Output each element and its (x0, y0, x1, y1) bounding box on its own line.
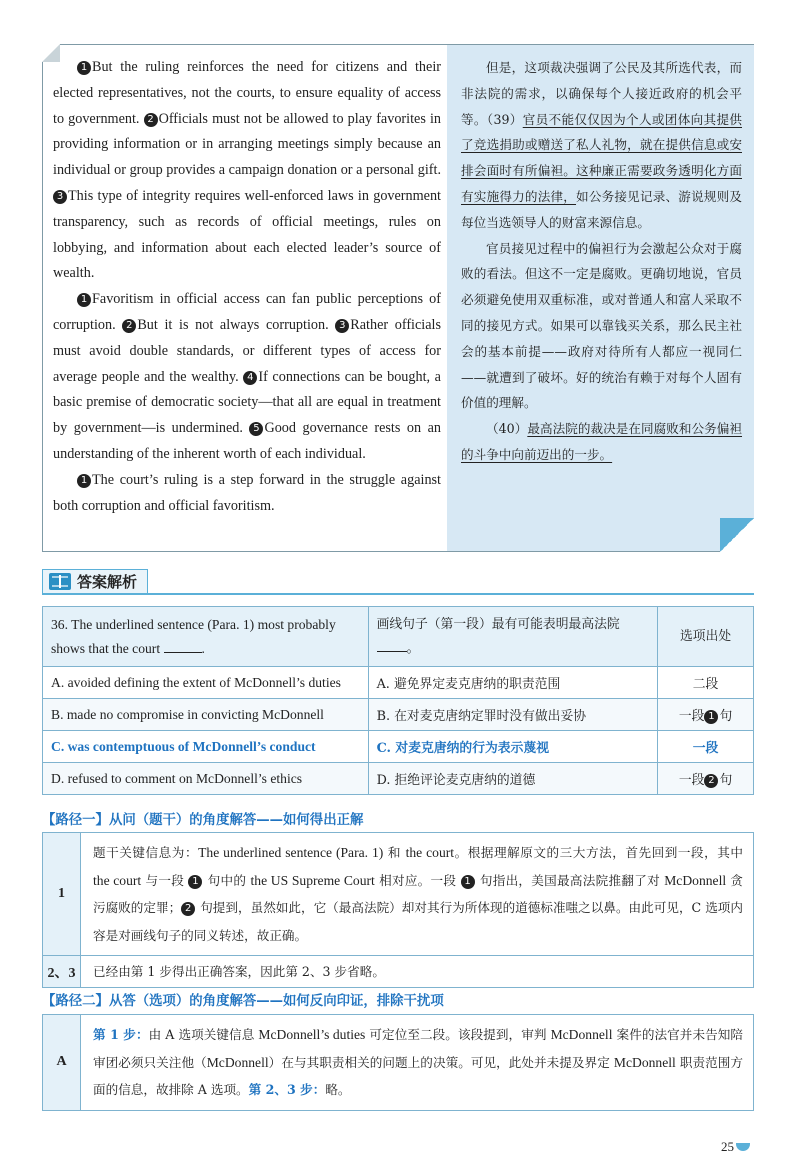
underlined-translation-39: 官员不能仅仅因为个人或团体向其提供了竞选捐助或赠送了私人礼物，就在提供信息或安排会面时有所偏袒。这种廉正需要政务透明化方面有实施得力的法律， (461, 111, 742, 204)
sentence-number: 2 (704, 774, 718, 788)
option-d-en: D. refused to comment on McDonnell’s ethics (43, 763, 369, 795)
path-one-title: 【路径一】从问（题干）的角度解答——如何得出正解 (42, 813, 364, 828)
step-key: 1 (43, 833, 81, 956)
section-title: 答案解析 (77, 573, 138, 591)
sentence-number: 5 (249, 422, 263, 436)
book-icon (49, 573, 71, 590)
cn-paragraph-3: （40）最高法院的裁决是在同腐败和公务偏袒的斗争中向前迈出的一步。 (461, 421, 743, 462)
section-header (42, 569, 754, 595)
sentence-number: 2 (144, 113, 158, 127)
step-explanation: 第 1 步：由 A 选项关键信息 McDonnell’s duties 可定位至二段。该段提到，审判 McDonnell 案件的法官并未告知陪审团必须只关注他（McDonnell）在与其职责相关的问题上的决策。可见，此处并未提及界定 McDonnell 职责范围方面的信息，故排除 A 选项。第 2、3 步：略。 (81, 1015, 754, 1111)
step-label: 第 1 步： (93, 1027, 149, 1042)
chinese-translation (447, 45, 754, 551)
table-row (43, 763, 754, 795)
table-row (43, 699, 754, 731)
english-passage (53, 55, 441, 519)
step-label: 第 2、3 步： (248, 1082, 326, 1097)
sentence-number: 3 (53, 190, 67, 204)
page-fold-bottom-right (720, 518, 754, 552)
en-sentence: Favoritism in official access can fan public perceptions of corruption. (53, 291, 441, 333)
en-paragraph-2 (53, 287, 441, 468)
en-paragraph-1 (53, 55, 441, 287)
sentence-number: 2 (122, 319, 136, 333)
page-mark-icon (736, 1143, 750, 1151)
en-sentence: The court’s ruling is a step forward in the struggle against both corruption and official favoritism. (53, 471, 441, 514)
en-sentence: Rather officials must avoid double standards, or different types of access for average people and the wealthy. (53, 316, 441, 385)
table-header-row (43, 607, 754, 667)
question-cn: 画线句子（第一段）最有可能表明最高法院。 (368, 607, 658, 667)
en-sentence: Officials must not be allowed to play favorites in providing information or in arranging meetings simply because an individual or group provides a campaign donation or a personal gift. (53, 110, 441, 179)
sentence-number: 1 (188, 875, 202, 889)
sentence-number: 1 (77, 293, 91, 307)
path-two-title: 【路径二】从答（选项）的角度解答——如何反向印证，排除干扰项 (42, 994, 444, 1009)
option-a-cn: A. 避免界定麦克唐纳的职责范围 (368, 667, 658, 699)
sentence-number: 1 (77, 61, 91, 75)
option-c-source: 一段 (658, 731, 754, 763)
answer-options-table (42, 606, 754, 795)
step-key: A (43, 1015, 81, 1111)
en-sentence: But the ruling reinforces the need for citizens and their elected representatives, not the courts, to ensure equality of access to government. (53, 59, 441, 127)
en-sentence: Good governance rests on an understanding of the inherent worth of each individual. (53, 420, 441, 462)
underlined-translation-40: 最高法院的裁决是在同腐败和公务偏袒的斗争中向前迈出的一步。 (461, 421, 743, 462)
option-c-cn: C. 对麦克唐纳的行为表示蔑视 (368, 731, 658, 763)
option-b-en: B. made no compromise in convicting McDonnell (43, 699, 369, 731)
option-d-cn: D. 拒绝评论麦克唐纳的道德 (368, 763, 658, 795)
table-row (43, 667, 754, 699)
source-header: 选项出处 (658, 607, 754, 667)
en-sentence: If connections can be bought, a basic premise of democratic society—that all are equal in treatment by government—is undermined. (53, 368, 441, 437)
option-d-source: 一段 2 句 (658, 763, 754, 795)
en-sentence: This type of integrity requires well-enforced laws in government transparency, such as records of official meetings, rules on lobbying, and information about each elected leader’s source of wealth. (53, 187, 441, 282)
table-row (43, 833, 754, 956)
sentence-number: 2 (181, 902, 195, 916)
sentence-number: 3 (335, 319, 349, 333)
option-b-cn: B. 在对麦克唐纳定罪时没有做出妥协 (368, 699, 658, 731)
section-tab (42, 569, 148, 593)
passage-box (42, 44, 754, 552)
table-row (43, 956, 754, 988)
answer-blank (164, 641, 202, 653)
option-a-en: A. avoided defining the extent of McDonnell’s duties (43, 667, 369, 699)
en-sentence: But it is not always corruption. (137, 316, 336, 333)
question-en: 36. The underlined sentence (Para. 1) most probably shows that the court . (43, 607, 369, 667)
table-row-correct-answer (43, 731, 754, 763)
step-explanation: 题干关键信息为：The underlined sentence (Para. 1) 和 the court。根据理解原文的三大方法，首先回到一段，其中 the court 与一段 1 句中的 the US Supreme Court 相对应。一段 1 句指出，美国最高法院推翻了对 McDonnell 贪污腐败的定罪； 2 句提到，虽然如此，它（最高法院）却对其行为所体现的道德标准嗤之以鼻。由此可见，C 选项内容是对画线句子的同义转述，故正确。 (81, 833, 754, 956)
option-b-source: 一段 1 句 (658, 699, 754, 731)
cn-paragraph-1: 但是，这项裁决强调了公民及其所选代表，而非法院的需求，以确保每个人接近政府的机会平等。（39）官员不能仅仅因为个人或团体向其提供了竞选捐助或赠送了私人礼物，就在提供信息或安排会面时有所偏袒。这种廉正需要政务透明化方面有实施得力的法律，如公务接见记录、游说规则及每位当选领导人的财富来源信息。 (461, 60, 742, 230)
answer-blank (377, 640, 407, 652)
sentence-number: 1 (704, 710, 718, 724)
sentence-number: 1 (77, 474, 91, 488)
option-c-en: C. was contemptuous of McDonnell’s conduct (43, 731, 369, 763)
section-divider (42, 593, 754, 595)
cn-paragraph-2: 官员接见过程中的偏袒行为会激起公众对于腐败的看法。但这不一定是腐败。更确切地说，官员必须避免使用双重标准，或对普通人和富人采取不同的接见方式。如果可以靠钱买关系，那么民主社会的基本前提——政府对待所有人都应一视同仁——就遭到了破坏。好的统治有赖于对每个人固有价值的理解。 (461, 240, 742, 411)
table-row (43, 1015, 754, 1111)
option-a-source: 二段 (658, 667, 754, 699)
path-two-table (42, 1014, 754, 1111)
page-number: 25 (721, 1139, 750, 1155)
en-paragraph-3 (53, 468, 441, 520)
path-one-table (42, 832, 754, 988)
step-key: 2、3 (43, 956, 81, 988)
sentence-number: 4 (243, 371, 257, 385)
sentence-number: 1 (461, 875, 475, 889)
step-explanation: 已经由第 1 步得出正确答案，因此第 2、3 步省略。 (81, 956, 754, 988)
